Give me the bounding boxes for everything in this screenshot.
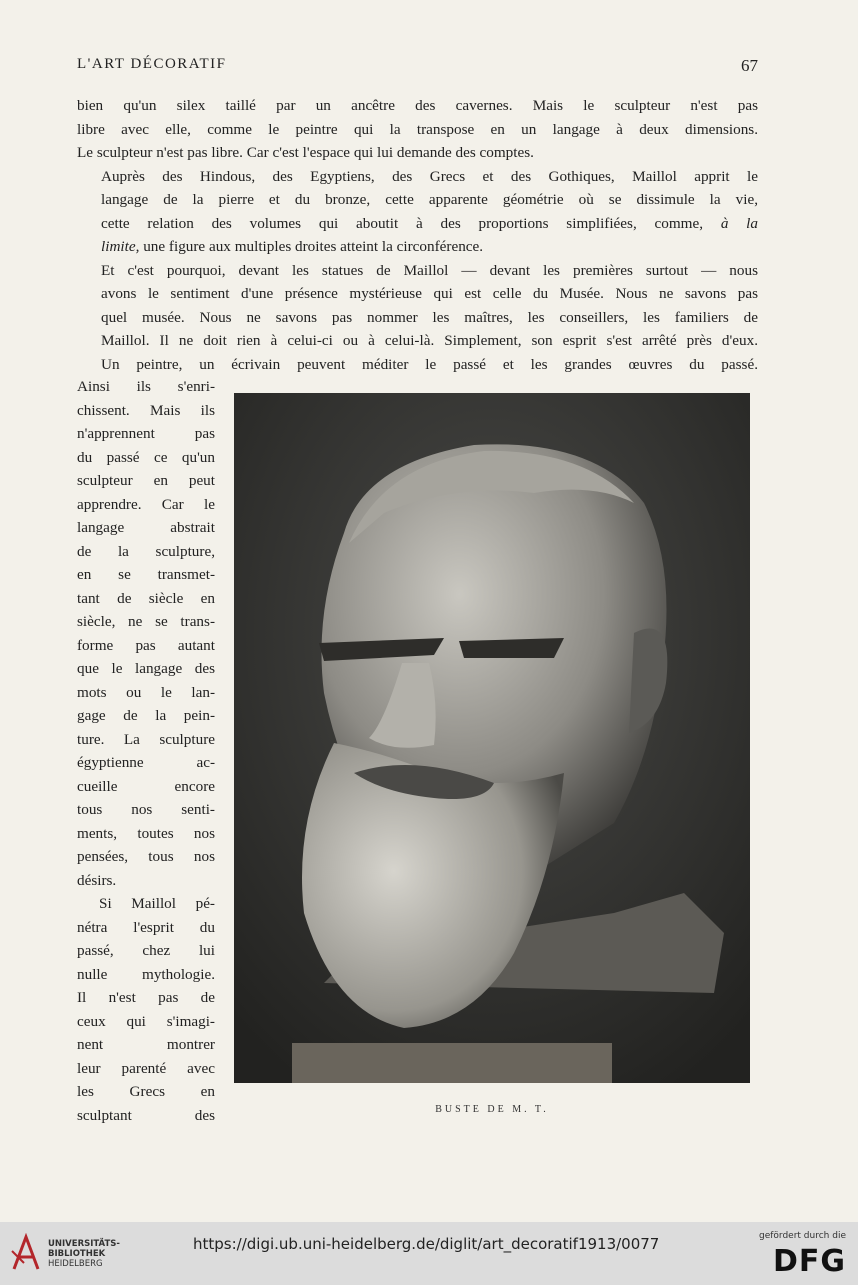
text-line: tous nos senti- <box>77 801 215 818</box>
text-line: pensées, tous nos <box>77 848 215 865</box>
text-line: libre avec elle, comme le peintre qui la transpose en un langage à deux dimensions. <box>77 120 758 138</box>
viewer-footer <box>0 1222 858 1285</box>
text-line: Maillol. Il ne doit rien à celui-ci ou à celui-là. Simplement, son esprit s'est arrêté près d'eux. <box>101 332 758 349</box>
journal-title: L'ART DÉCORATIF <box>77 56 227 72</box>
column-paragraph-2 <box>77 892 215 1127</box>
text-line: sculpteur en peut <box>77 472 215 489</box>
dfg-logo: DFG <box>772 1244 846 1279</box>
text-line: langage abstrait <box>77 519 215 536</box>
text-line: ments, toutes nos <box>77 824 215 842</box>
text-line: nétra l'esprit du <box>77 918 215 936</box>
body-text-full-width <box>77 94 758 376</box>
text-line: bien qu'un silex taillé par un ancêtre des cavernes. Mais le sculpteur n'est pas <box>77 97 758 114</box>
text-line: que le langage des <box>77 660 215 677</box>
text-line: forme pas autant <box>77 636 215 654</box>
text-line: Et c'est pourquoi, devant les statues de Maillol — devant les premières surtout — nous <box>101 261 758 279</box>
paragraph-2 <box>77 165 758 259</box>
text-line: Un peintre, un écrivain peuvent méditer le passé et les grandes œuvres du passé. <box>101 355 758 373</box>
text-line: sculptant des <box>77 1106 215 1124</box>
text-line: apprendre. Car le <box>77 495 215 513</box>
text-line: Auprès des Hindous, des Egyptiens, des Grecs et des Gothiques, Maillol apprit le <box>101 167 758 185</box>
text-line: avons le sentiment d'une présence mystérieuse qui est celle du Musée. Nous ne savons pas <box>101 285 758 302</box>
text-line: ture. La sculpture <box>77 730 215 748</box>
text-line <box>77 212 758 236</box>
column-paragraph-1 <box>77 375 215 892</box>
bust-photograph <box>234 393 750 1083</box>
body-text-column <box>77 375 215 1127</box>
institution-line: UNIVERSITÄTS- <box>48 1239 120 1249</box>
text-line: du passé ce qu'un <box>77 448 215 466</box>
italic-text: à la <box>720 214 758 232</box>
text-line: quel musée. Nous ne savons pas nommer les maîtres, les conseillers, les familiers de <box>101 308 758 326</box>
text-line <box>77 235 758 259</box>
permalink-url[interactable]: https://digi.ub.uni-heidelberg.de/diglit/art_decoratif1913/0077 <box>193 1235 660 1253</box>
text-line: cueille encore <box>77 777 215 795</box>
text-line: Il n'est pas de <box>77 989 215 1006</box>
text-line: siècle, ne se trans- <box>77 613 215 630</box>
text-line: de la sculpture, <box>77 542 215 560</box>
text-line: tant de siècle en <box>77 589 215 607</box>
paragraph-3 <box>77 259 758 353</box>
text-line: Si Maillol pé- <box>99 895 215 912</box>
text-line: désirs. <box>77 871 117 889</box>
text-line: ceux qui s'imagi- <box>77 1012 215 1030</box>
text-line: passé, chez lui <box>77 942 215 959</box>
institution-line: BIBLIOTHEK <box>48 1249 106 1259</box>
text-fragment: une figure aux multiples droites atteint la circonférence. <box>143 238 484 255</box>
text-line: mots ou le lan- <box>77 683 215 701</box>
paragraph-1 <box>77 94 758 165</box>
figure-caption: BUSTE DE M. T. <box>435 1104 549 1115</box>
text-line: égyptienne ac- <box>77 754 215 771</box>
university-library-logo-icon <box>10 1233 42 1273</box>
paragraph-4-start <box>77 353 758 377</box>
italic-text: limite, <box>101 238 140 255</box>
text-line: langage de la pierre et du bronze, cette apparente géométrie où se dissimule la vie, <box>101 191 758 208</box>
text-line: les Grecs en <box>77 1083 215 1100</box>
running-header <box>77 56 758 73</box>
funding-note: gefördert durch die <box>759 1231 846 1241</box>
text-line: chissent. Mais ils <box>77 401 215 419</box>
institution-name <box>48 1239 120 1269</box>
text-line: gage de la pein- <box>77 707 215 724</box>
text-line: en se transmet- <box>77 566 215 583</box>
text-line: Le sculpteur n'est pas libre. Car c'est l'espace qui lui demande des comptes. <box>77 144 534 161</box>
bust-image <box>234 393 750 1083</box>
page-number: 67 <box>741 56 758 75</box>
text-line: leur parenté avec <box>77 1059 215 1077</box>
text-line: n'apprennent pas <box>77 425 215 442</box>
text-fragment: cette relation des volumes qui aboutit à des proportions simplifiées, comme, <box>101 214 704 232</box>
text-line: nulle mythologie. <box>77 965 215 983</box>
text-line: Ainsi ils s'enri- <box>77 378 215 395</box>
text-line: nent montrer <box>77 1036 215 1053</box>
institution-line: HEIDELBERG <box>48 1259 103 1269</box>
